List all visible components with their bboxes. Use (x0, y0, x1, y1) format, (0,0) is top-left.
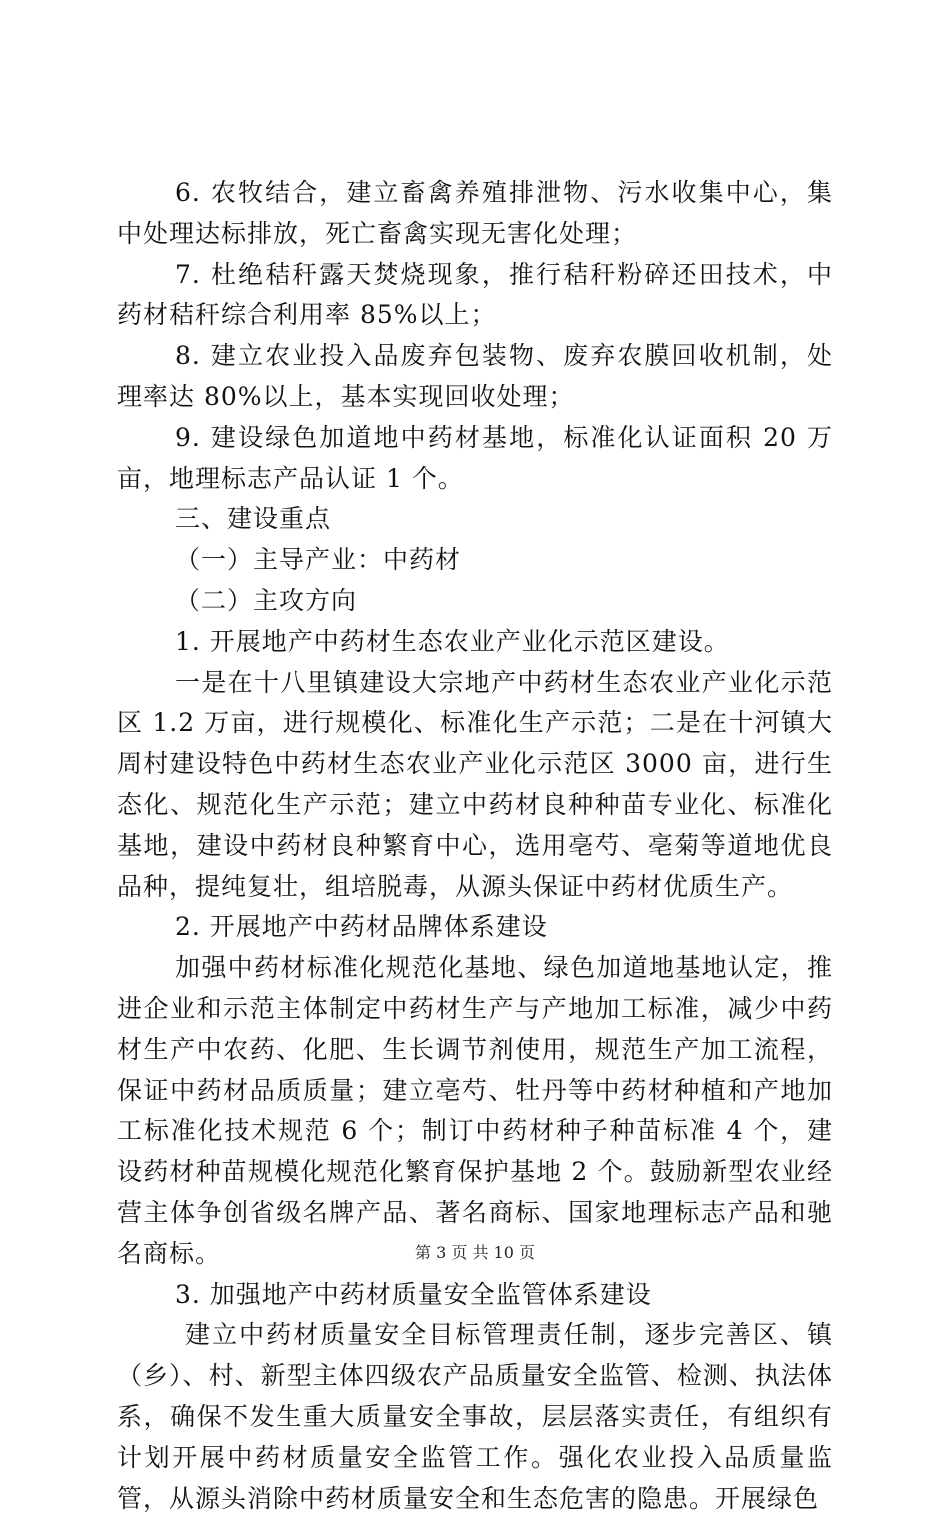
page-footer: 第 3 页 共 10 页 (415, 1243, 535, 1262)
direction-heading-1: 1. 开展地产中药材生态农业产业化示范区建设。 (175, 626, 730, 656)
subheading-1: （一）主导产业：中药材 (175, 545, 462, 575)
direction-body-2: 加强中药材标准化规范化基地、绿色加道地基地认定，推进企业和示范主体制定中药材生产与产地加工标准，减少中药材生产中农药、化肥、生长调节剂使用，规范生产加工流程，保证中药材品质质量；建立亳芍、牡丹等中药材种植和产地加工标准化技术规范 6 个；制订中药材种子种苗标准 4 个，建设药材种苗规模化规范化繁育保护基地 2 个。鼓励新型农业经营主体争创省级名牌产品、著名商标、国家地理标志产品和驰名商标。 (117, 953, 833, 1268)
section-heading-3: 三、建设重点 (175, 504, 332, 534)
direction-body-1: 一是在十八里镇建设大宗地产中药材生态农业产业化示范区 1.2 万亩，进行规模化、标准化生产示范；二是在十河镇大周村建设特色中药材生态农业产业化示范区 3000 亩，进行生态化、规范化生产示范；建立中药材良种种苗专业化、标准化基地，建设中药材良种繁育中心，选用亳芍、亳菊等道地优良品种，提纯复壮，组培脱毒，从源头保证中药材优质生产。 (117, 667, 833, 901)
direction-heading-3: 3. 加强地产中药材质量安全监管体系建设 (175, 1279, 652, 1309)
paragraph-item-8: 8. 建立农业投入品废弃包装物、废弃农膜回收机制，处理率达 80%以上，基本实现回收处理； (117, 341, 833, 411)
paragraph-item-9: 9. 建设绿色加道地中药材基地，标准化认证面积 20 万亩，地理标志产品认证 1 个。 (117, 422, 833, 493)
document-body (117, 173, 833, 1519)
direction-heading-2: 2. 开展地产中药材品牌体系建设 (175, 912, 548, 942)
paragraph-item-7: 7. 杜绝秸秆露天焚烧现象，推行秸秆粉碎还田技术，中药材秸秆综合利用率 85%以上； (117, 259, 833, 330)
direction-body-3: 建立中药材质量安全目标管理责任制，逐步完善区、镇（乡）、村、新型主体四级农产品质量安全监管、检测、执法体系，确保不发生重大质量安全事故，层层落实责任，有组织有计划开展中药材质量安全监管工作。强化农业投入品质量监管，从源头消除中药材质量安全和生态危害的隐患。开展绿色 (117, 1320, 833, 1513)
paragraph-item-6: 6. 农牧结合，建立畜禽养殖排泄物、污水收集中心，集中处理达标排放，死亡畜禽实现无害化处理； (117, 178, 833, 248)
subheading-2: （二）主攻方向 (175, 585, 358, 615)
